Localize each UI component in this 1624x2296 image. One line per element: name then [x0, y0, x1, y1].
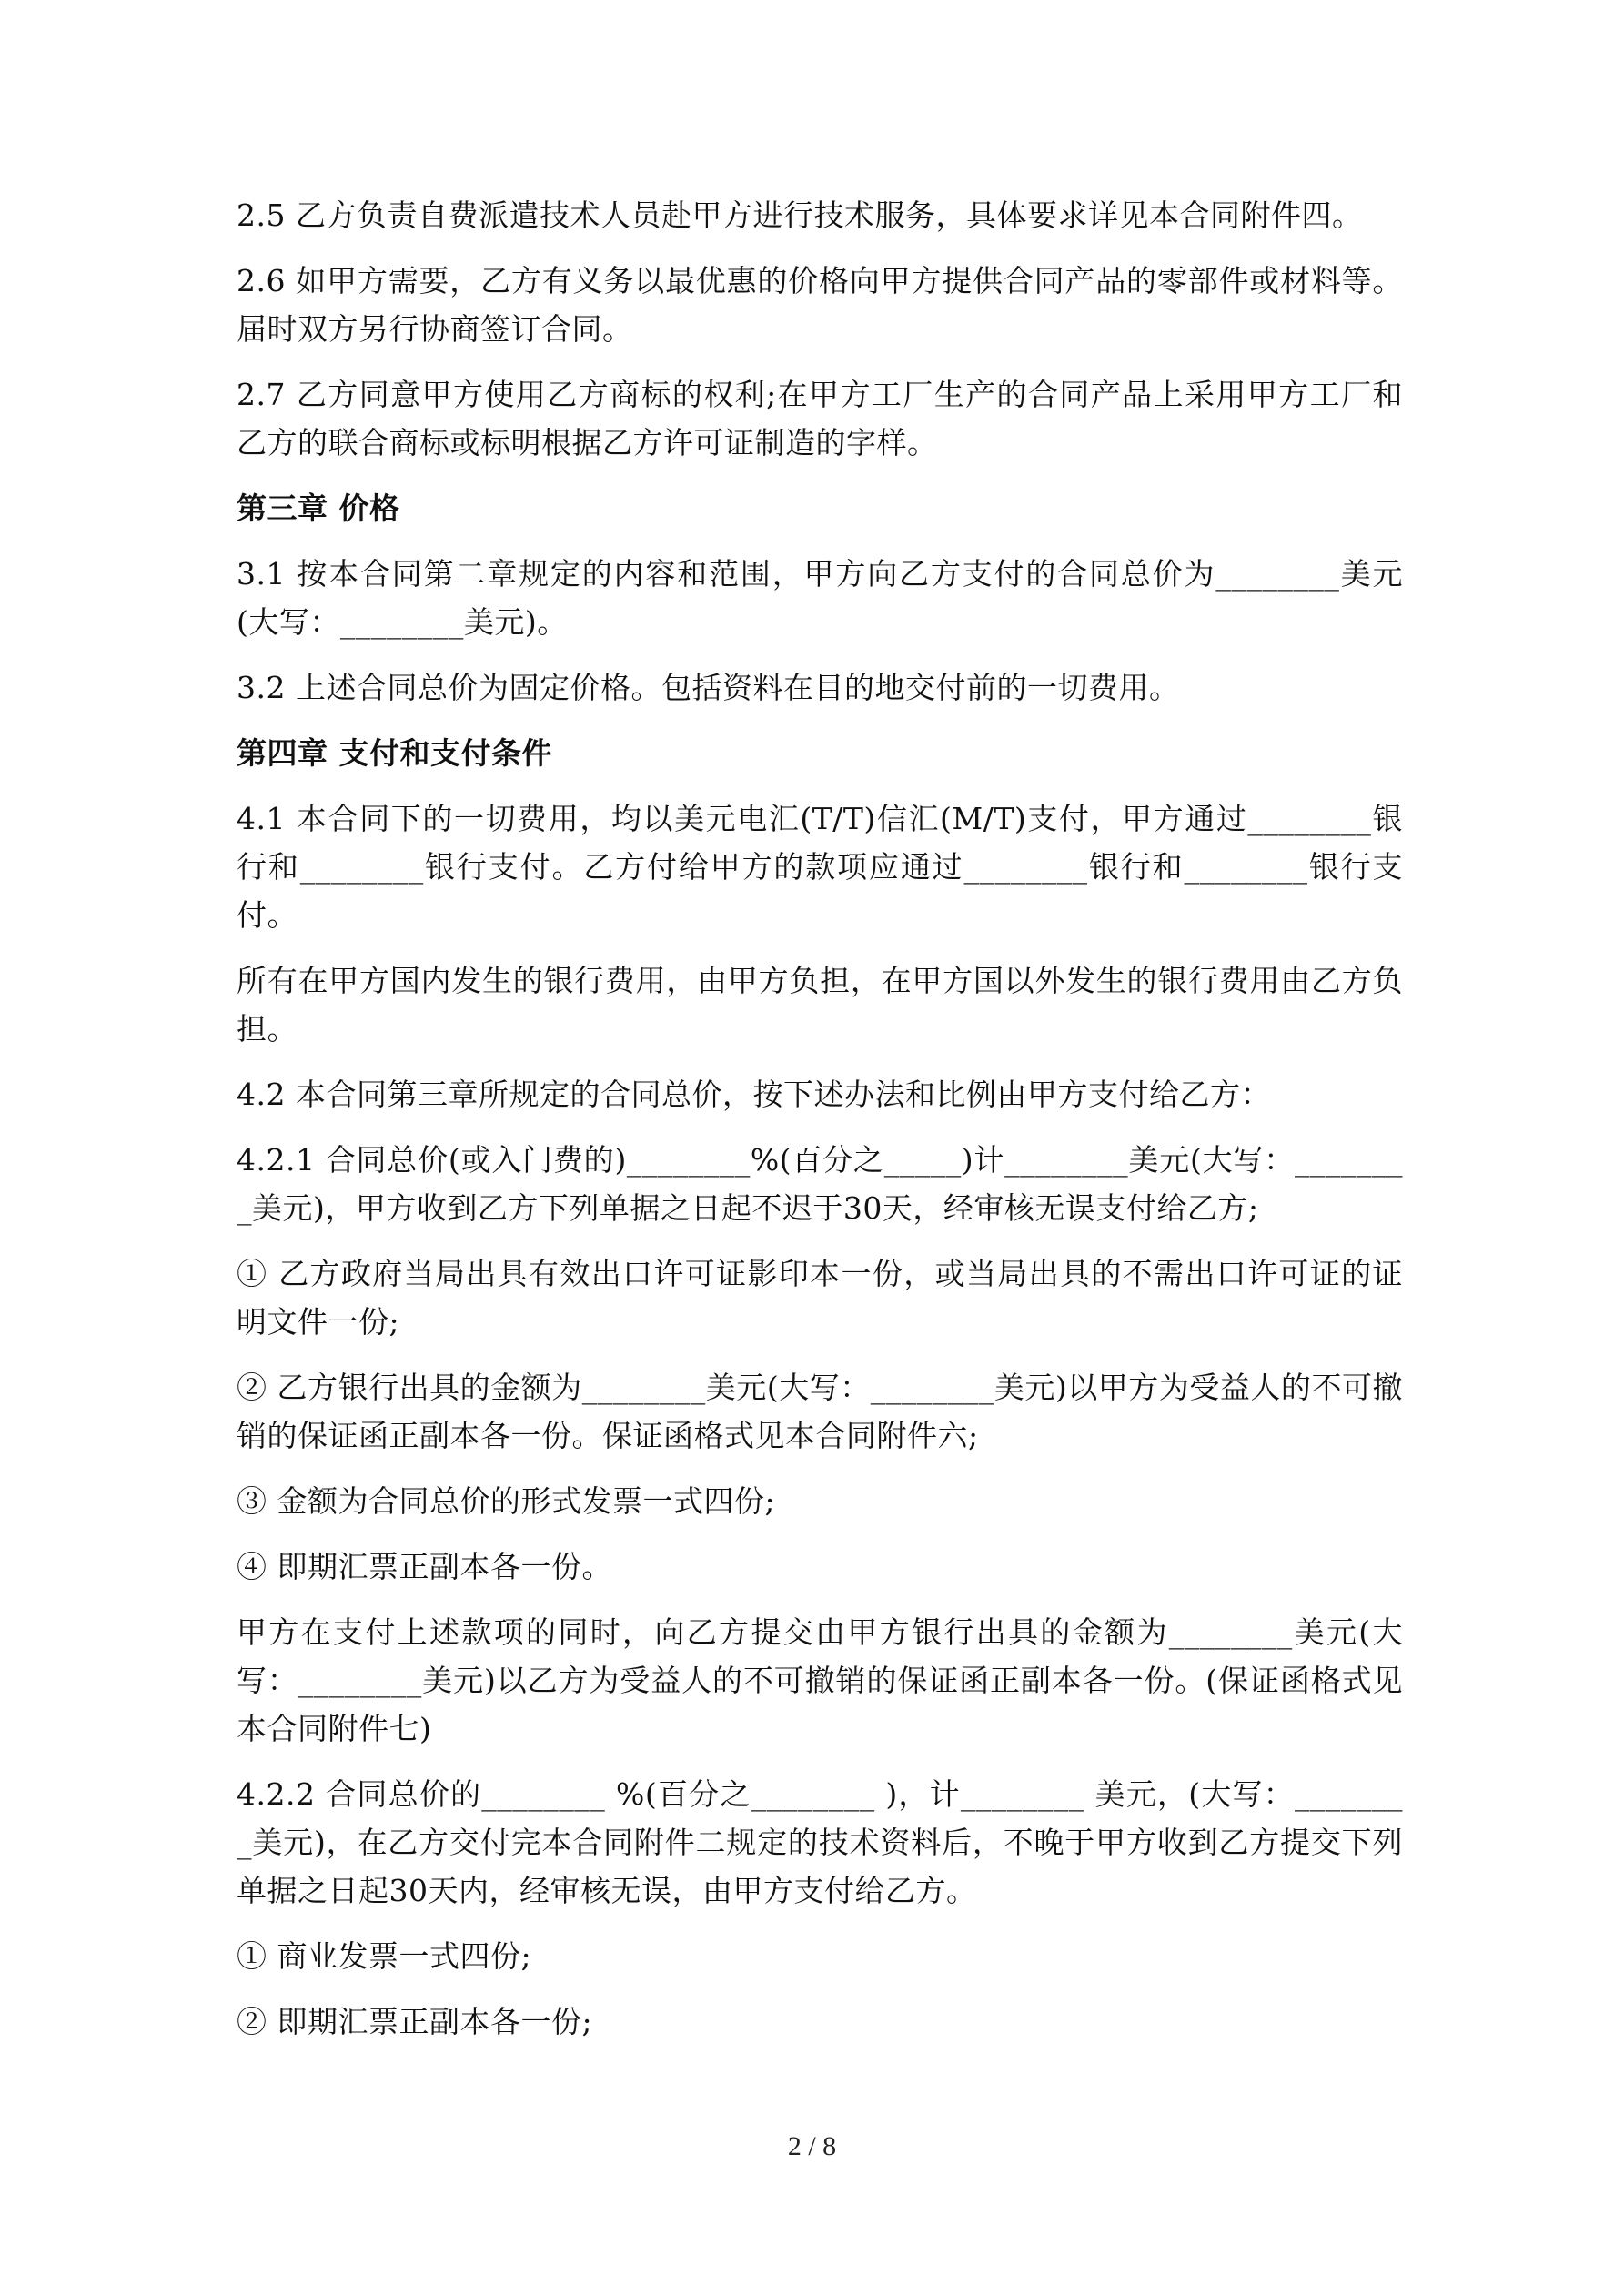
- clause-2-6: 2.6 如甲方需要，乙方有义务以最优惠的价格向甲方提供合同产品的零部件或材料等。届时双方另行协商签订合同。: [237, 263, 1403, 347]
- clause-2-5: 2.5 乙方负责自费派遣技术人员赴甲方进行技术服务，具体要求详见本合同附件四。: [237, 197, 1363, 233]
- list-item-bank-guarantee: ② 乙方银行出具的金额为________美元(大写：________美元)以甲方为受益人的不可撤销的保证函正副本各一份。保证函格式见本合同附件六;: [237, 1370, 1403, 1453]
- list-item-proforma-invoice: ③ 金额为合同总价的形式发票一式四份;: [237, 1483, 776, 1519]
- chapter-3-heading: 第三章 价格: [237, 491, 400, 526]
- clause-3-2: 3.2 上述合同总价为固定价格。包括资料在目的地交付前的一切费用。: [237, 670, 1180, 705]
- clause-4-2-1: 4.2.1 合同总价(或入门费的)________%(百分之_____)计________美元(大写：________美元)，甲方收到乙方下列单据之日起不迟于30天，经审核无误支付给乙方;: [237, 1142, 1403, 1226]
- bank-fees-paragraph: 所有在甲方国内发生的银行费用，由甲方负担，在甲方国以外发生的银行费用由乙方负担。: [237, 963, 1403, 1047]
- list-item-sight-draft: ④ 即期汇票正副本各一份。: [237, 1549, 612, 1584]
- clause-3-1: 3.1 按本合同第二章规定的内容和范围，甲方向乙方支付的合同总价为________美元(大写：________美元)。: [237, 556, 1403, 640]
- list-item-sight-draft-2: ② 即期汇票正副本各一份;: [237, 2004, 593, 2039]
- document-body: [237, 191, 1403, 2063]
- party-a-guarantee-paragraph: 甲方在支付上述款项的同时，向乙方提交由甲方银行出具的金额为________美元(大写：________美元)以乙方为受益人的不可撤销的保证函正副本各一份。(保证函格式见本合同附件七): [237, 1614, 1403, 1746]
- chapter-4-heading: 第四章 支付和支付条件: [237, 735, 552, 771]
- clause-4-2-2: 4.2.2 合同总价的________ %(百分之________ )，计________ 美元，(大写：________美元)，在乙方交付完本合同附件二规定的技术资料后，不晚于甲方收到乙方提交下列单据之日起30天内，经审核无误，由甲方支付给乙方。: [237, 1776, 1403, 1908]
- clause-4-2: 4.2 本合同第三章所规定的合同总价，按下述办法和比例由甲方支付给乙方：: [237, 1077, 1271, 1112]
- list-item-commercial-invoice: ① 商业发票一式四份;: [237, 1938, 532, 1974]
- page-number: 2 / 8: [787, 2131, 837, 2161]
- clause-4-1: 4.1 本合同下的一切费用，均以美元电汇(T/T)信汇(M/T)支付，甲方通过________银行和________银行支付。乙方付给甲方的款项应通过________银行和________银行支付。: [237, 801, 1403, 933]
- clause-2-7: 2.7 乙方同意甲方使用乙方商标的权利;在甲方工厂生产的合同产品上采用甲方工厂和乙方的联合商标或标明根据乙方许可证制造的字样。: [237, 377, 1403, 460]
- list-item-export-license: ① 乙方政府当局出具有效出口许可证影印本一份，或当局出具的不需出口许可证的证明文件一份;: [237, 1256, 1403, 1340]
